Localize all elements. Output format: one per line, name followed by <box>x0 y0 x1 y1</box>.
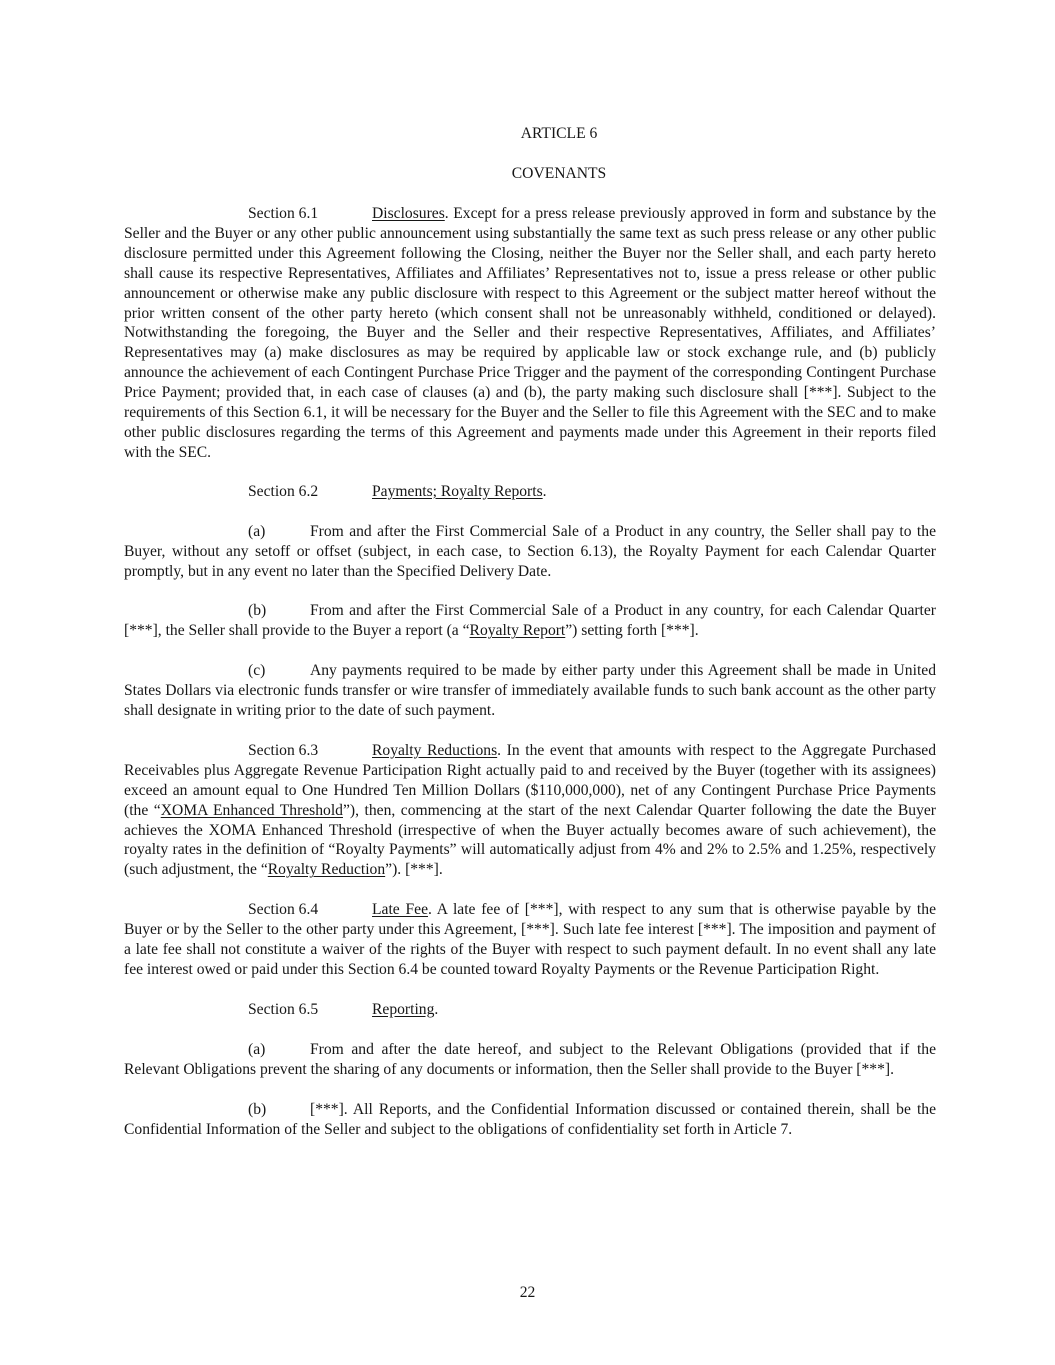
section-6-4-text: . A late fee of [***], with respect to any sum that is otherwise payable by the Buyer or by the Seller to the other party under this Agreement, [***]. Such late fee interest [***]. The imposition and payment of a late fee shall not constitute a waiver of the rights of the Buyer with respect to such payment default. In no event shall any late fee interest owed or paid under this Section 6.4 be counted toward Royalty Payments or the Revenue Participation Right. <box>124 901 936 978</box>
article-title: COVENANTS <box>511 165 607 182</box>
section-6-5-number: Section 6.5 <box>248 1000 319 1018</box>
section-6-2-c <box>124 661 936 721</box>
section-6-5-heading: Reporting <box>372 1000 435 1018</box>
section-6-4-number: Section 6.4 <box>248 901 319 919</box>
section-6-2-heading-period: . <box>542 482 547 500</box>
section-6-2-heading: Payments; Royalty Reports <box>372 482 543 500</box>
section-6-4-heading: Late Fee <box>372 901 428 919</box>
section-6-4 <box>124 900 936 980</box>
section-6-2-c-label: (c) <box>248 662 266 680</box>
section-6-2-number: Section 6.2 <box>248 482 319 500</box>
section-6-3-text: . In the event that amounts with respect to the Aggregate Purchased Receivables plus Aggregate Revenue Participation Right actually paid to and received by the Buyer (together with its assignees) exceed an amount equal to One Hundred Ten Million Dollars ($110,000,000), net of any Contingent Purchase Price Payments (the “ <box>124 741 936 819</box>
section-6-1-heading: Disclosures <box>372 205 445 222</box>
section-6-2-a-label: (a) <box>248 522 266 540</box>
section-6-5-b-text: [***]. All Reports, and the Confidential Information discussed or contained therein, shall be the Confidential Information of the Seller and subject to the obligations of confidentiality set forth in Article 7. <box>124 1100 936 1138</box>
section-6-2-a-text: From and after the First Commercial Sale of a Product in any country, the Seller shall pay to the Buyer, without any setoff or offset (subject, in each case, to Section 6.13), the Royalty Payment for each Calendar Quarter promptly, but in any event no later than the Specified Delivery Date. <box>124 522 936 580</box>
section-6-2-b <box>124 601 936 641</box>
section-6-3-number: Section 6.3 <box>248 741 319 759</box>
section-6-5-a-text: From and after the date hereof, and subject to the Relevant Obligations (provided that if the Relevant Obligations prevent the sharing of any documents or information, then the Seller shall provide to the Buyer [***]. <box>124 1040 936 1078</box>
section-6-2-b-text: From and after the First Commercial Sale of a Product in any country, for each Calendar Quarter [***], the Seller shall provide to the Buyer a report (a “ <box>124 602 936 640</box>
section-6-5-a <box>124 1040 936 1080</box>
document-page <box>124 124 936 1139</box>
section-6-5 <box>124 1000 936 1020</box>
section-6-2-b-text-end: ”) setting forth [***]. <box>565 622 699 640</box>
section-6-2-b-label: (b) <box>248 602 267 620</box>
section-6-2 <box>124 482 936 502</box>
royalty-reduction-term: Royalty Reduction <box>267 861 386 879</box>
section-6-3 <box>124 741 936 880</box>
article-number: ARTICLE 6 <box>520 125 598 142</box>
xoma-enhanced-threshold-term: XOMA Enhanced Threshold <box>160 801 343 819</box>
section-6-1 <box>124 204 936 463</box>
section-6-5-b-label: (b) <box>248 1100 267 1118</box>
section-6-2-c-text: Any payments required to be made by either party under this Agreement shall be made in United States Dollars via electronic funds transfer or wire transfer of immediately available funds to such bank account as the other party shall designate in writing prior to the date of such payment. <box>124 662 936 720</box>
section-6-3-text-end: ”). [***]. <box>385 861 443 879</box>
section-6-3-heading: Royalty Reductions <box>372 741 498 759</box>
section-6-5-b <box>124 1100 936 1140</box>
section-6-1-number: Section 6.1 <box>248 205 319 222</box>
section-6-5-heading-period: . <box>434 1000 439 1018</box>
section-6-5-a-label: (a) <box>248 1040 266 1058</box>
section-6-1-text: . Except for a press release previously approved in form and substance by the Seller and the Buyer or any other public announcement using substantially the same text as such press release or any other public disclosure permitted under this Agreement following the Closing, neither the Buyer nor the Seller shall, and each party hereto shall cause its respective Representatives, Affiliates and Affiliates’ Representatives not to, issue a press release or other public announcement or otherwise make any public disclosure with respect to this Agreement or the subject matter hereof without the prior written consent of the other party hereto (which consent shall not be unreasonably withheld, conditioned or delayed). Notwithstanding the foregoing, the Buyer and the Seller and their respective Representatives, Affiliates, and Affiliates’ Representatives may (a) make disclosures as may be required by applicable law or stock exchange rule, and (b) publicly announce the achievement of each Contingent Purchase Price Trigger and the payment of the corresponding Contingent Purchase Price Payment; provided that, in each case of clauses (a) and (b), the party making such disclosure shall [***]. Subject to the requirements of this Section 6.1, it will be necessary for the Buyer and the Seller to file this Agreement with the SEC and to make other public disclosures regarding the terms of this Agreement and payments made under this Agreement in their reports filed with the SEC. <box>124 205 936 461</box>
section-6-3-text-mid: ”), then, commencing at the start of the next Calendar Quarter following the date the Buyer achieves the XOMA Enhanced Threshold (irrespective of when the Buyer actually becomes aware of such achievement), the royalty rates in the definition of “Royalty Payments” will automatically adjust from 4% and 2% to 2.5% and 1.25%, respectively (such adjustment, the “ <box>124 801 936 879</box>
page-number: 22 <box>519 1284 536 1301</box>
section-6-2-a <box>124 522 936 582</box>
royalty-report-term: Royalty Report <box>469 622 566 640</box>
